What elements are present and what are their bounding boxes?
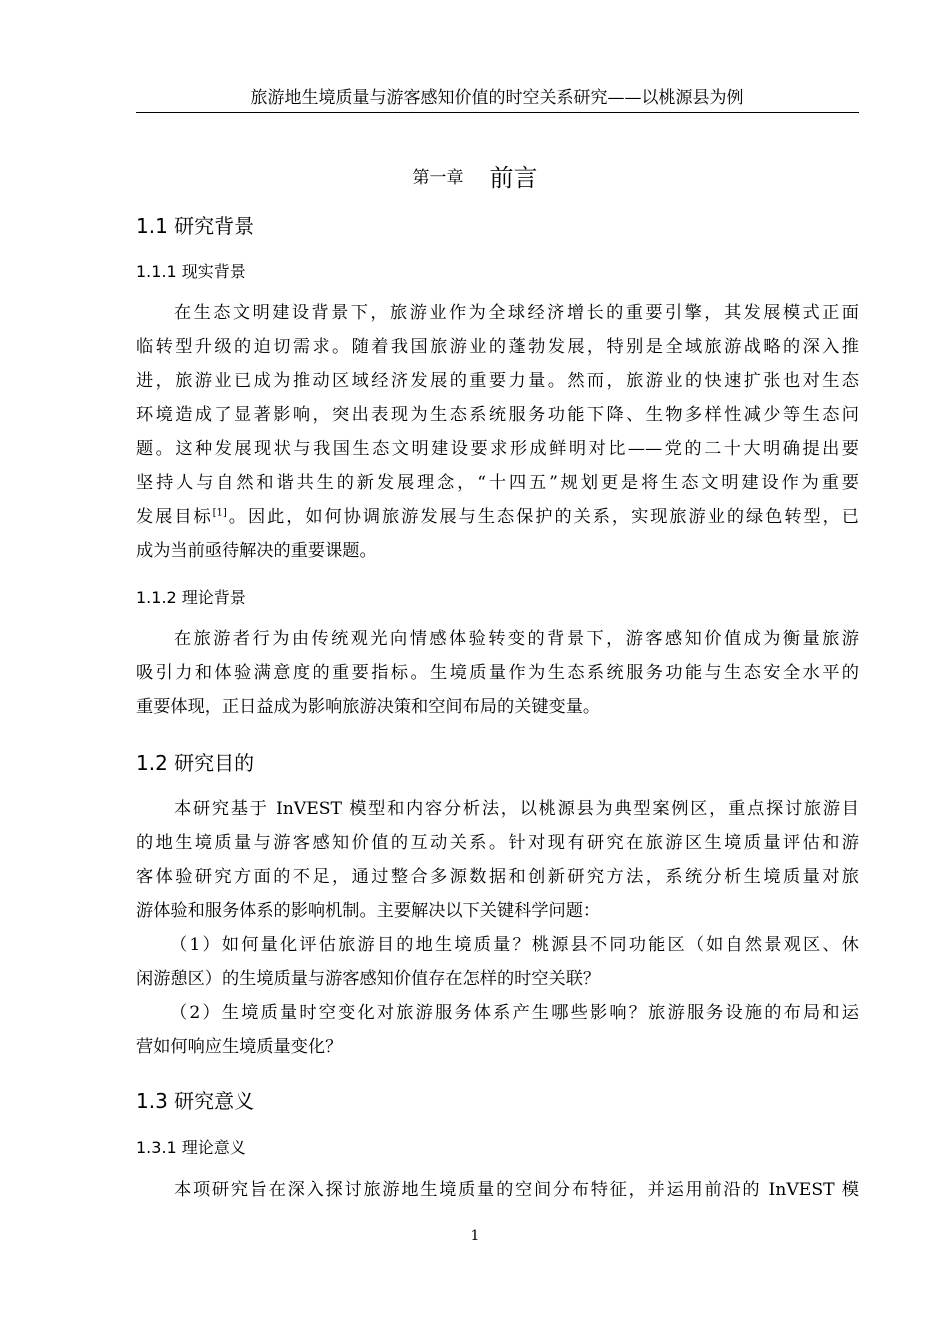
section-heading-1-2: 1.2 研究目的 bbox=[136, 751, 255, 775]
question-2-line: 营如何响应生境质量变化？ bbox=[136, 1037, 343, 1057]
paragraph-theoretical-background bbox=[136, 622, 859, 724]
text-line: 本研究基于 InVEST 模型和内容分析法，以桃源县为典型案例区，重点探讨旅游目 bbox=[174, 799, 859, 819]
chapter-title bbox=[0, 158, 950, 193]
text-line: 坚持人与自然和谐共生的新发展理念，“十四五”规划更是将生态文明建设作为重要 bbox=[136, 473, 859, 493]
text-line: 重要体现，正日益成为影响旅游决策和空间布局的关键变量。 bbox=[136, 697, 601, 717]
page-number: 1 bbox=[470, 1228, 480, 1244]
subsection-heading-1-1-1: 1.1.1 现实背景 bbox=[136, 262, 246, 281]
text-line: 临转型升级的迫切需求。随着我国旅游业的蓬勃发展，特别是全域旅游战略的深入推 bbox=[136, 337, 859, 357]
text-line: 吸引力和体验满意度的重要指标。生境质量作为生态系统服务功能与生态安全水平的 bbox=[136, 663, 859, 683]
paragraph-practical-background bbox=[136, 296, 859, 568]
subsection-heading-1-1-2: 1.1.2 理论背景 bbox=[136, 588, 246, 607]
text-fragment: 发展目标 bbox=[136, 507, 213, 527]
header-rule bbox=[136, 112, 859, 113]
text-line: 在生态文明建设背景下，旅游业作为全球经济增长的重要引擎，其发展模式正面 bbox=[174, 303, 859, 323]
text-line-with-citation bbox=[136, 500, 859, 534]
text-fragment: 。因此，如何协调旅游发展与生态保护的关系，实现旅游业的绿色转型，已 bbox=[226, 507, 859, 527]
text-line: 环境造成了显著影响，突出表现为生态系统服务功能下降、生物多样性减少等生态问 bbox=[136, 405, 859, 425]
section-heading-1-1: 1.1 研究背景 bbox=[136, 214, 255, 238]
chapter-name: 前言 bbox=[489, 164, 538, 192]
section-heading-1-3: 1.3 研究意义 bbox=[136, 1089, 255, 1113]
paragraph-theoretical-significance bbox=[136, 1173, 859, 1207]
text-line: 本项研究旨在深入探讨旅游地生境质量的空间分布特征，并运用前沿的 InVEST 模 bbox=[174, 1180, 859, 1200]
subsection-heading-1-3-1: 1.3.1 理论意义 bbox=[136, 1138, 246, 1157]
chapter-number: 第一章 bbox=[412, 168, 464, 188]
question-2-line: （2）生境质量时空变化对旅游服务体系产生哪些影响？旅游服务设施的布局和运 bbox=[170, 1003, 859, 1023]
text-line: 的地生境质量与游客感知价值的互动关系。针对现有研究在旅游区生境质量评估和游 bbox=[136, 833, 859, 853]
running-header: 旅游地生境质量与游客感知价值的时空关系研究——以桃源县为例 bbox=[250, 88, 744, 108]
paragraph-research-purpose bbox=[136, 792, 859, 1064]
question-1-line: （1）如何量化评估旅游目的地生境质量？桃源县不同功能区（如自然景观区、休 bbox=[170, 935, 859, 955]
text-line: 在旅游者行为由传统观光向情感体验转变的背景下，游客感知价值成为衡量旅游 bbox=[174, 629, 859, 649]
text-line: 成为当前亟待解决的重要课题。 bbox=[136, 541, 377, 561]
text-line: 进，旅游业已成为推动区域经济发展的重要力量。然而，旅游业的快速扩张也对生态 bbox=[136, 371, 859, 391]
citation-ref[interactable]: [1] bbox=[212, 507, 227, 519]
text-line: 题。这种发展现状与我国生态文明建设要求形成鲜明对比——党的二十大明确提出要 bbox=[136, 439, 859, 459]
question-1-line: 闲游憩区）的生境质量与游客感知价值存在怎样的时空关联？ bbox=[136, 969, 601, 989]
text-line: 游体验和服务体系的影响机制。主要解决以下关键科学问题： bbox=[136, 901, 601, 921]
text-line: 客体验研究方面的不足，通过整合多源数据和创新研究方法，系统分析生境质量对旅 bbox=[136, 867, 859, 887]
